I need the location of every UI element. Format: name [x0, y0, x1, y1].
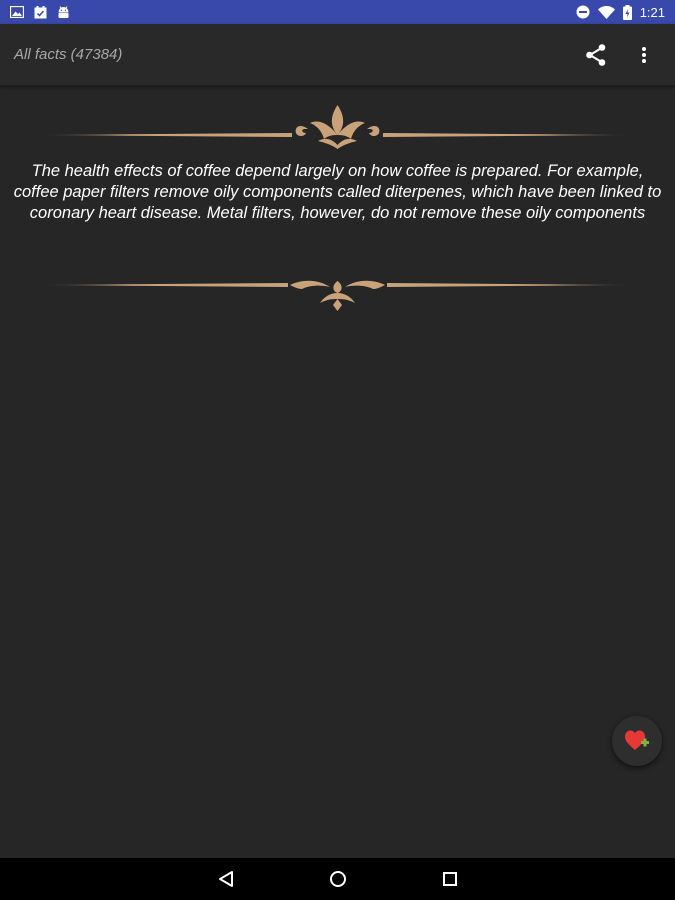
page-title: All facts (47384) — [14, 46, 123, 63]
android-icon — [57, 6, 70, 19]
more-options-button[interactable] — [627, 38, 661, 72]
app-bar — [0, 24, 675, 86]
home-icon — [329, 870, 347, 888]
calendar-check-icon — [34, 6, 47, 19]
ornament-bottom-divider — [40, 273, 635, 313]
share-icon — [584, 43, 608, 67]
ornament-top-divider — [40, 101, 635, 151]
heart-plus-icon — [624, 729, 650, 753]
status-right-icons — [576, 5, 665, 20]
status-left-icons — [10, 6, 70, 19]
recents-icon — [442, 871, 458, 887]
share-button[interactable] — [579, 38, 613, 72]
more-vert-icon — [641, 46, 647, 64]
nav-home-button[interactable] — [323, 864, 353, 894]
fact-content — [0, 87, 675, 858]
add-favorite-button[interactable] — [612, 716, 662, 766]
nav-recents-button[interactable] — [435, 864, 465, 894]
system-nav-bar — [0, 858, 675, 900]
battery-icon — [623, 5, 632, 20]
fact-text: The health effects of coffee depend largely on how coffee is prepared. For example, coffee paper filters remove oily components called diterpenes, which have been linked to coronary heart disease. Metal filters, however, do not remove these oily components — [13, 162, 662, 222]
app-bar-actions — [579, 38, 661, 72]
image-icon — [10, 6, 24, 18]
do-not-disturb-icon — [576, 5, 590, 19]
wifi-icon — [598, 6, 615, 19]
status-time: 1:21 — [639, 4, 665, 20]
status-bar — [0, 0, 675, 24]
back-icon — [218, 870, 234, 888]
nav-back-button[interactable] — [211, 864, 241, 894]
